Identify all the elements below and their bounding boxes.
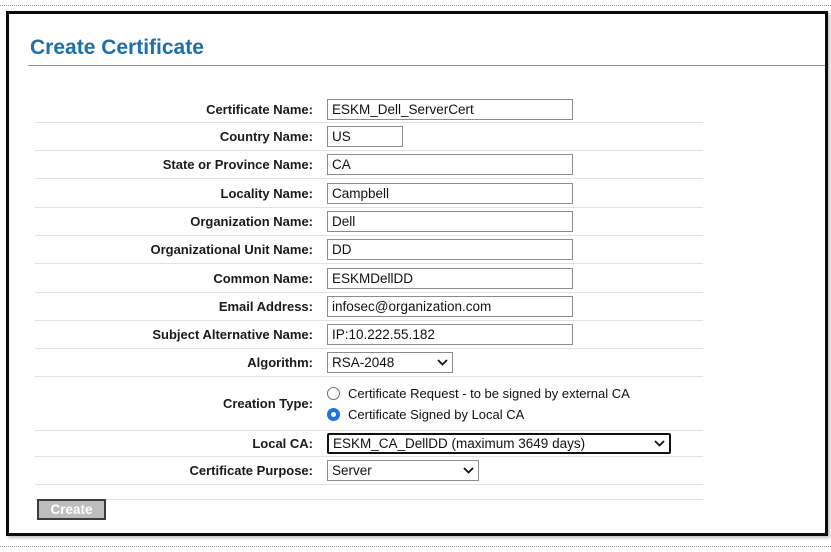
subject-alt-name-label: Subject Alternative Name: xyxy=(152,327,313,342)
locality-name-row xyxy=(35,179,703,208)
common-name-row xyxy=(35,264,703,293)
certificate-name-row xyxy=(35,97,703,123)
local-ca-row xyxy=(35,431,703,457)
state-name-row xyxy=(35,151,703,179)
form-bottom-divider xyxy=(35,499,703,500)
local-ca-label: Local CA: xyxy=(252,436,313,451)
email-address-row xyxy=(35,293,703,321)
creation-type-row xyxy=(35,377,703,431)
chevron-down-icon xyxy=(463,467,474,474)
creation-type-option-label: Certificate Request - to be signed by external CA xyxy=(348,385,630,401)
email-address-label: Email Address: xyxy=(218,299,313,314)
country-name-label: Country Name: xyxy=(219,129,313,144)
algorithm-select[interactable] xyxy=(327,352,453,373)
local-ca-selected-value: ESKM_CA_DellDD (maximum 3649 days) xyxy=(333,436,586,451)
algorithm-selected-value: RSA-2048 xyxy=(332,355,395,370)
create-button[interactable]: Create xyxy=(37,499,106,520)
locality-name-input[interactable] xyxy=(327,183,573,204)
state-name-label: State or Province Name: xyxy=(162,157,313,172)
org-unit-name-label: Organizational Unit Name: xyxy=(150,242,313,257)
algorithm-row xyxy=(35,349,703,377)
certificate-form xyxy=(35,97,703,500)
common-name-input[interactable] xyxy=(327,268,573,289)
page-title: Create Certificate xyxy=(30,36,204,59)
certificate-purpose-row xyxy=(35,457,703,485)
organization-name-label: Organization Name: xyxy=(190,214,313,229)
creation-type-option-local[interactable] xyxy=(327,405,630,423)
bottom-dotted-divider xyxy=(0,546,831,547)
organization-name-input[interactable] xyxy=(327,211,573,232)
creation-type-option-external[interactable] xyxy=(327,384,630,402)
certificate-purpose-select[interactable] xyxy=(327,460,479,481)
chevron-down-icon xyxy=(437,359,448,366)
creation-type-label: Creation Type: xyxy=(222,396,313,411)
country-name-row xyxy=(35,123,703,151)
radio-checked-icon[interactable] xyxy=(327,408,340,421)
radio-unchecked-icon[interactable] xyxy=(327,387,340,400)
common-name-label: Common Name: xyxy=(213,270,313,286)
locality-name-label: Locality Name: xyxy=(220,185,313,201)
title-divider xyxy=(28,65,825,66)
state-name-input[interactable] xyxy=(327,154,573,175)
creation-type-option-label: Certificate Signed by Local CA xyxy=(348,406,525,422)
organization-name-row xyxy=(35,208,703,236)
algorithm-label: Algorithm: xyxy=(247,355,313,370)
certificate-name-label: Certificate Name: xyxy=(206,102,313,117)
create-certificate-panel xyxy=(6,11,828,536)
org-unit-name-row xyxy=(35,236,703,264)
certificate-purpose-label: Certificate Purpose: xyxy=(189,463,313,478)
certificate-name-input[interactable] xyxy=(327,99,573,120)
subject-alt-name-row xyxy=(35,321,703,349)
org-unit-name-input[interactable] xyxy=(327,239,573,260)
top-dotted-divider xyxy=(0,5,831,6)
certificate-purpose-selected-value: Server xyxy=(332,463,372,478)
country-name-input[interactable] xyxy=(327,126,403,147)
local-ca-select[interactable] xyxy=(327,433,671,454)
chevron-down-icon xyxy=(654,440,665,447)
subject-alt-name-input[interactable] xyxy=(327,324,573,345)
email-address-input[interactable] xyxy=(327,296,573,317)
